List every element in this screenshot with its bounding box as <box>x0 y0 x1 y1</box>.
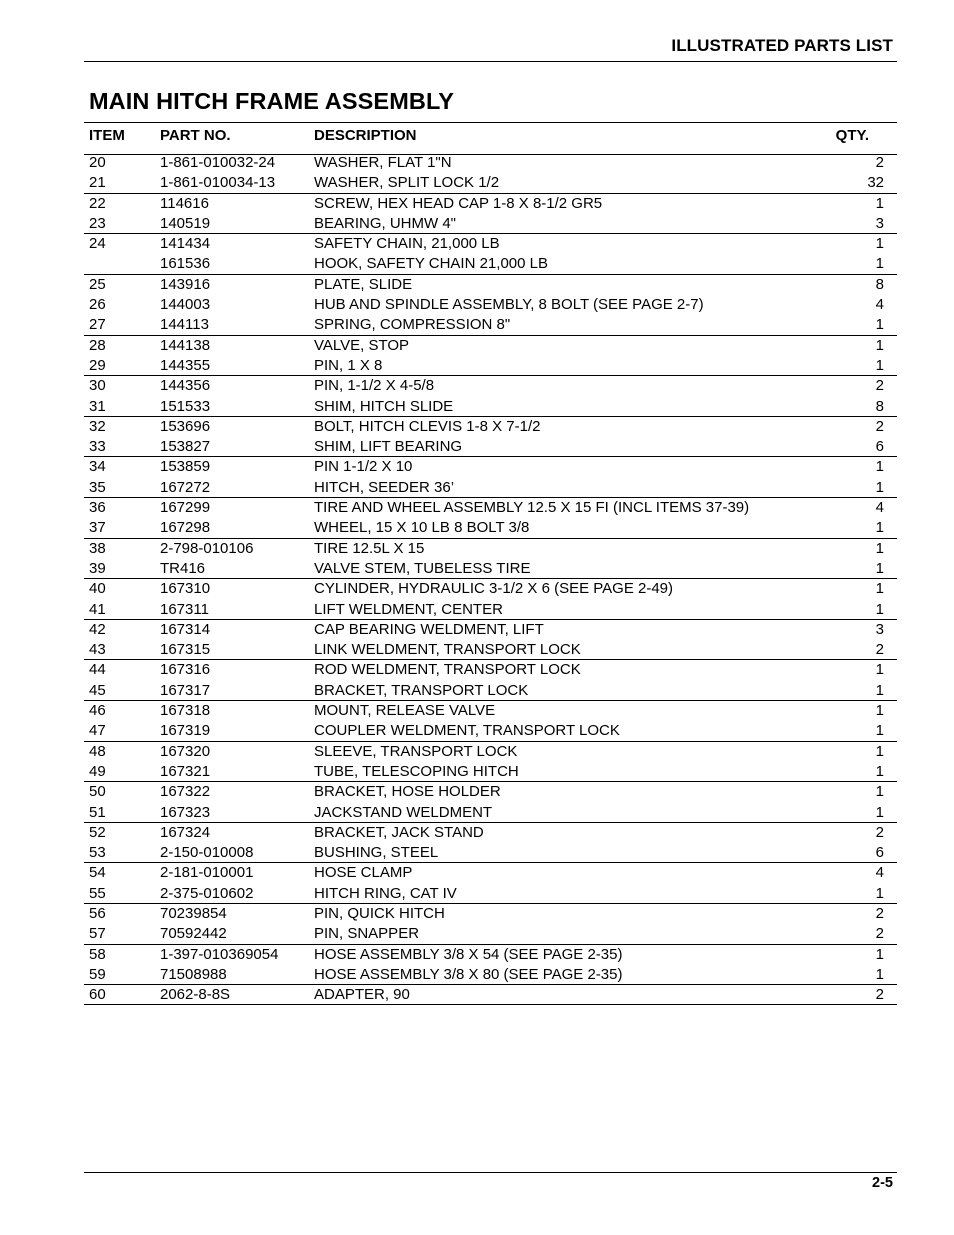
item-number: 60 <box>89 986 106 1004</box>
part-number: 2-150-010008 <box>160 844 254 862</box>
part-number: 70239854 <box>160 904 227 922</box>
item-number: 52 <box>89 823 106 841</box>
part-number: 167299 <box>160 499 211 517</box>
part-description: ADAPTER, 90 <box>314 986 410 1004</box>
part-description: TIRE 12.5L X 15 <box>314 539 425 557</box>
table-row <box>84 437 897 457</box>
part-number: 167316 <box>160 661 211 679</box>
table-row <box>84 539 897 559</box>
part-quantity: 1 <box>875 255 884 273</box>
part-quantity: 1 <box>875 762 884 780</box>
item-number: 39 <box>89 559 106 577</box>
part-quantity: 1 <box>875 600 884 618</box>
item-number: 28 <box>89 336 106 354</box>
part-number: 144003 <box>160 296 211 314</box>
item-number: 33 <box>89 438 106 456</box>
table-row <box>84 640 897 660</box>
part-quantity: 4 <box>875 296 884 314</box>
item-number: 57 <box>89 925 106 943</box>
part-number: 167319 <box>160 722 211 740</box>
item-number: 25 <box>89 275 106 293</box>
table-row <box>84 945 897 965</box>
table-row <box>84 701 897 721</box>
part-number: 71508988 <box>160 965 227 983</box>
item-number: 47 <box>89 722 106 740</box>
item-number: 45 <box>89 681 106 699</box>
part-description: PIN, 1-1/2 X 4-5/8 <box>314 377 435 395</box>
item-number: 38 <box>89 539 106 557</box>
part-quantity: 2 <box>875 925 884 943</box>
item-number: 29 <box>89 356 106 374</box>
table-header <box>84 127 897 147</box>
table-row <box>84 721 897 741</box>
item-number: 22 <box>89 194 106 212</box>
item-number: 46 <box>89 702 106 720</box>
part-quantity: 1 <box>875 681 884 699</box>
part-quantity: 6 <box>875 438 884 456</box>
part-number: 167323 <box>160 803 211 821</box>
part-number: 144356 <box>160 377 211 395</box>
part-number: 167310 <box>160 580 211 598</box>
table-row <box>84 782 897 802</box>
part-description: HOOK, SAFETY CHAIN 21,000 LB <box>314 255 548 273</box>
part-description: HUB AND SPINDLE ASSEMBLY, 8 BOLT (SEE PAGE 2-7) <box>314 296 704 314</box>
part-description: SHIM, HITCH SLIDE <box>314 397 454 415</box>
part-description: CYLINDER, HYDRAULIC 3-1/2 X 6 (SEE PAGE 2-49) <box>314 580 674 598</box>
item-number: 43 <box>89 641 106 659</box>
table-row <box>84 153 897 173</box>
part-quantity: 3 <box>875 620 884 638</box>
part-description: SPRING, COMPRESSION 8" <box>314 316 511 334</box>
part-description: HOSE ASSEMBLY 3/8 X 80 (SEE PAGE 2-35) <box>314 965 623 983</box>
part-number: 153859 <box>160 458 211 476</box>
part-description: BEARING, UHMW 4" <box>314 214 457 232</box>
item-number: 54 <box>89 864 106 882</box>
part-description: PIN, 1 X 8 <box>314 356 383 374</box>
table-row <box>84 295 897 315</box>
item-number: 41 <box>89 600 106 618</box>
table-row <box>84 762 897 782</box>
table-row <box>84 559 897 579</box>
item-number: 48 <box>89 742 106 760</box>
part-description: HITCH RING, CAT IV <box>314 884 457 902</box>
part-quantity: 1 <box>875 559 884 577</box>
part-number: 70592442 <box>160 925 227 943</box>
part-number: 144138 <box>160 336 211 354</box>
item-number: 40 <box>89 580 106 598</box>
table-row <box>84 884 897 904</box>
item-number: 36 <box>89 499 106 517</box>
part-number: 2-375-010602 <box>160 884 254 902</box>
item-number: 56 <box>89 904 106 922</box>
item-number: 34 <box>89 458 106 476</box>
item-number: 42 <box>89 620 106 638</box>
part-description: VALVE STEM, TUBELESS TIRE <box>314 559 531 577</box>
table-row <box>84 823 897 843</box>
table-row <box>84 275 897 295</box>
table-row <box>84 173 897 193</box>
item-number: 50 <box>89 783 106 801</box>
part-number: 167318 <box>160 702 211 720</box>
part-number: 2062-8-8S <box>160 986 231 1004</box>
part-number: TR416 <box>160 559 206 577</box>
part-description: WASHER, FLAT 1"N <box>314 154 452 171</box>
part-number: 143916 <box>160 275 211 293</box>
item-number: 51 <box>89 803 106 821</box>
item-number: 20 <box>89 154 106 171</box>
part-quantity: 1 <box>875 722 884 740</box>
part-quantity: 3 <box>875 214 884 232</box>
parts-table <box>84 153 897 1005</box>
part-quantity: 1 <box>875 336 884 354</box>
part-description: HOSE CLAMP <box>314 864 413 882</box>
part-number: 167311 <box>160 600 209 618</box>
item-number: 24 <box>89 235 106 253</box>
part-quantity: 6 <box>875 844 884 862</box>
table-row <box>84 904 897 924</box>
page-number: 2-5 <box>872 1175 893 1191</box>
part-quantity: 1 <box>875 783 884 801</box>
table-row <box>84 498 897 518</box>
item-number: 26 <box>89 296 106 314</box>
part-quantity: 2 <box>875 417 884 435</box>
part-number: 1-397-010369054 <box>160 945 279 963</box>
part-description: COUPLER WELDMENT, TRANSPORT LOCK <box>314 722 620 740</box>
part-quantity: 1 <box>875 702 884 720</box>
table-row <box>84 803 897 823</box>
item-number: 44 <box>89 661 106 679</box>
part-number: 153827 <box>160 438 211 456</box>
item-number: 37 <box>89 519 106 537</box>
part-number: 141434 <box>160 235 211 253</box>
item-number: 27 <box>89 316 106 334</box>
item-number: 31 <box>89 397 106 415</box>
table-row <box>84 356 897 376</box>
part-description: SCREW, HEX HEAD CAP 1-8 X 8-1/2 GR5 <box>314 194 603 212</box>
part-quantity: 2 <box>875 377 884 395</box>
table-row <box>84 681 897 701</box>
part-description: PIN, SNAPPER <box>314 925 420 943</box>
part-description: JACKSTAND WELDMENT <box>314 803 493 821</box>
part-quantity: 1 <box>875 478 884 496</box>
table-row <box>84 376 897 396</box>
part-quantity: 2 <box>875 986 884 1004</box>
table-row <box>84 478 897 498</box>
footer-divider <box>84 1172 897 1173</box>
part-quantity: 1 <box>875 194 884 212</box>
part-description: ROD WELDMENT, TRANSPORT LOCK <box>314 661 581 679</box>
table-row <box>84 985 897 1005</box>
part-number: 144113 <box>160 316 209 334</box>
part-quantity: 1 <box>875 965 884 983</box>
column-header-item: ITEM <box>89 127 125 144</box>
part-number: 151533 <box>160 397 211 415</box>
item-number: 59 <box>89 965 106 983</box>
column-header-qty: QTY. <box>835 127 869 144</box>
part-description: WASHER, SPLIT LOCK 1/2 <box>314 174 500 192</box>
column-header-part-no: PART NO. <box>160 127 231 144</box>
part-number: 114616 <box>160 194 209 212</box>
part-description: SHIM, LIFT BEARING <box>314 438 463 456</box>
part-quantity: 1 <box>875 458 884 476</box>
part-description: PLATE, SLIDE <box>314 275 413 293</box>
part-number: 167317 <box>160 681 211 699</box>
part-quantity: 32 <box>867 174 884 192</box>
part-quantity: 1 <box>875 316 884 334</box>
item-number: 30 <box>89 377 106 395</box>
part-description: BOLT, HITCH CLEVIS 1-8 X 7-1/2 <box>314 417 541 435</box>
part-number: 1-861-010034-13 <box>160 174 276 192</box>
part-description: BRACKET, JACK STAND <box>314 823 484 841</box>
column-header-description: DESCRIPTION <box>314 127 417 144</box>
part-number: 167324 <box>160 823 211 841</box>
table-row <box>84 518 897 538</box>
table-row <box>84 336 897 356</box>
part-number: 1-861-010032-24 <box>160 154 276 171</box>
table-row <box>84 457 897 477</box>
part-number: 167298 <box>160 519 211 537</box>
table-row <box>84 965 897 985</box>
part-description: LINK WELDMENT, TRANSPORT LOCK <box>314 641 581 659</box>
part-number: 167314 <box>160 620 211 638</box>
part-quantity: 1 <box>875 803 884 821</box>
part-number: 140519 <box>160 214 211 232</box>
table-row <box>84 234 897 254</box>
part-quantity: 8 <box>875 397 884 415</box>
page-title: MAIN HITCH FRAME ASSEMBLY <box>89 88 455 114</box>
table-row <box>84 843 897 863</box>
table-row <box>84 863 897 883</box>
part-quantity: 2 <box>875 823 884 841</box>
table-row <box>84 742 897 762</box>
part-number: 167315 <box>160 641 211 659</box>
table-row <box>84 194 897 214</box>
part-description: LIFT WELDMENT, CENTER <box>314 600 503 618</box>
part-description: HITCH, SEEDER 36’ <box>314 478 455 496</box>
part-quantity: 1 <box>875 356 884 374</box>
part-description: WHEEL, 15 X 10 LB 8 BOLT 3/8 <box>314 519 530 537</box>
part-number: 153696 <box>160 417 211 435</box>
part-quantity: 1 <box>875 235 884 253</box>
part-description: PIN, QUICK HITCH <box>314 904 445 922</box>
item-number: 35 <box>89 478 106 496</box>
part-number: 144355 <box>160 356 211 374</box>
part-quantity: 1 <box>875 539 884 557</box>
item-number: 32 <box>89 417 106 435</box>
item-number: 58 <box>89 945 106 963</box>
part-description: TIRE AND WHEEL ASSEMBLY 12.5 X 15 FI (INCL ITEMS 37-39) <box>314 499 750 517</box>
table-row <box>84 254 897 274</box>
part-description: BRACKET, HOSE HOLDER <box>314 783 501 801</box>
part-quantity: 1 <box>875 945 884 963</box>
title-divider <box>84 122 897 123</box>
section-header: ILLUSTRATED PARTS LIST <box>671 36 893 55</box>
part-quantity: 4 <box>875 499 884 517</box>
part-number: 167320 <box>160 742 211 760</box>
part-description: MOUNT, RELEASE VALVE <box>314 702 496 720</box>
part-quantity: 2 <box>875 641 884 659</box>
table-row <box>84 315 897 335</box>
part-quantity: 1 <box>875 742 884 760</box>
part-number: 167322 <box>160 783 211 801</box>
part-number: 2-181-010001 <box>160 864 254 882</box>
part-quantity: 1 <box>875 884 884 902</box>
part-number: 2-798-010106 <box>160 539 254 557</box>
item-number: 49 <box>89 762 106 780</box>
part-number: 167321 <box>160 762 211 780</box>
part-description: PIN 1-1/2 X 10 <box>314 458 413 476</box>
table-row <box>84 214 897 234</box>
part-number: 161536 <box>160 255 211 273</box>
table-row <box>84 620 897 640</box>
part-quantity: 1 <box>875 661 884 679</box>
item-number: 23 <box>89 214 106 232</box>
table-row <box>84 924 897 944</box>
part-quantity: 1 <box>875 580 884 598</box>
part-quantity: 4 <box>875 864 884 882</box>
part-description: HOSE ASSEMBLY 3/8 X 54 (SEE PAGE 2-35) <box>314 945 623 963</box>
item-number: 21 <box>89 174 106 192</box>
item-number: 53 <box>89 844 106 862</box>
table-row <box>84 397 897 417</box>
table-row <box>84 417 897 437</box>
table-row <box>84 600 897 620</box>
part-description: CAP BEARING WELDMENT, LIFT <box>314 620 544 638</box>
part-description: VALVE, STOP <box>314 336 410 354</box>
table-row <box>84 579 897 599</box>
part-quantity: 8 <box>875 275 884 293</box>
part-quantity: 2 <box>875 154 884 171</box>
item-number: 55 <box>89 884 106 902</box>
part-description: SAFETY CHAIN, 21,000 LB <box>314 235 500 253</box>
part-description: BUSHING, STEEL <box>314 844 439 862</box>
part-number: 167272 <box>160 478 211 496</box>
part-description: SLEEVE, TRANSPORT LOCK <box>314 742 518 760</box>
part-description: TUBE, TELESCOPING HITCH <box>314 762 519 780</box>
part-quantity: 1 <box>875 519 884 537</box>
table-row <box>84 660 897 680</box>
header-divider <box>84 61 897 62</box>
part-description: BRACKET, TRANSPORT LOCK <box>314 681 529 699</box>
part-quantity: 2 <box>875 904 884 922</box>
